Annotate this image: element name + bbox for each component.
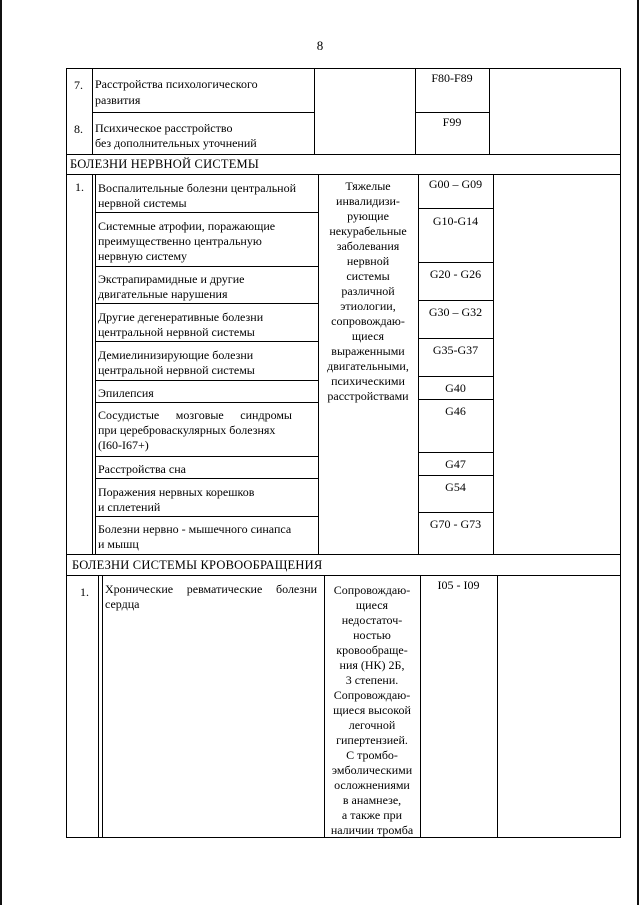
disease-name-line: Расстройства сна — [98, 462, 186, 476]
condition-line: щиеся — [351, 329, 385, 343]
condition-line: нервной — [346, 254, 390, 268]
icd-code: G54 — [445, 480, 466, 494]
condition-line: Тяжелые — [345, 179, 391, 193]
row-divider — [95, 456, 318, 457]
condition-line: расстройствами — [327, 389, 409, 403]
name-column-line — [95, 174, 96, 554]
row-divider — [92, 112, 314, 113]
code-column-line — [497, 575, 498, 837]
row-divider — [415, 112, 489, 113]
name-column-line — [314, 68, 315, 154]
row-divider — [95, 266, 318, 267]
row-divider — [95, 303, 318, 304]
row-number: 1. — [80, 585, 89, 599]
condition-line: наличии тромба — [330, 823, 414, 837]
condition-line: гипертензией. — [336, 733, 408, 747]
page-edge-left — [0, 0, 2, 905]
condition-line: щиеся высокой — [333, 703, 411, 717]
disease-name-line: Болезни нервно - мышечного синапса — [98, 522, 292, 536]
condition-column-line — [418, 174, 419, 554]
row-divider — [418, 300, 493, 301]
row-divider — [418, 376, 493, 377]
disease-name-line: Воспалительные болезни центральной — [98, 181, 297, 195]
row-divider — [418, 475, 493, 476]
page-edge-right — [637, 0, 639, 905]
icd-code: G10-G14 — [432, 214, 479, 228]
disease-name-line: Сосудистые мозговые синдромы — [98, 408, 292, 422]
row-number: 7. — [74, 78, 83, 92]
disease-name-line: без дополнительных уточнений — [95, 136, 257, 150]
disease-name-line: Расстройства психологического — [95, 77, 258, 91]
code-column-line — [489, 68, 490, 154]
row-divider — [418, 452, 493, 453]
row-divider — [418, 208, 493, 209]
disease-name-line: Психическое расстройство — [95, 121, 233, 135]
disease-name-line: нервную систему — [98, 249, 188, 263]
condition-line: рующие — [347, 209, 389, 223]
condition-line: психическими — [331, 374, 405, 388]
row-number: 8. — [74, 122, 83, 136]
row-divider — [418, 399, 493, 400]
condition-line: выраженными — [331, 344, 405, 358]
condition-line: Сопровождаю- — [333, 583, 411, 597]
row-divider — [95, 478, 318, 479]
disease-name-line: Эпилепсия — [98, 386, 154, 400]
disease-name-line: двигательные нарушения — [98, 287, 228, 301]
section-divider — [66, 154, 620, 155]
section-title: БОЛЕЗНИ СИСТЕМЫ КРОВООБРАЩЕНИЯ — [72, 558, 323, 572]
icd-code: G35-G37 — [432, 343, 479, 357]
condition-line: ностью — [353, 628, 391, 642]
icd-code: G00 – G09 — [428, 177, 483, 191]
num-column-line — [92, 174, 93, 554]
num-column-line — [92, 68, 93, 154]
section-title: БОЛЕЗНИ НЕРВНОЙ СИСТЕМЫ — [70, 157, 259, 171]
condition-line: щиеся — [355, 598, 389, 612]
condition-column-line — [420, 575, 421, 837]
num-column-line — [98, 575, 99, 837]
row-divider — [418, 338, 493, 339]
condition-line: заболевания — [336, 239, 400, 253]
condition-line: а также при — [341, 808, 403, 822]
disease-name-line: Хронические ревматические болезни — [105, 582, 317, 596]
icd-code: F99 — [442, 115, 462, 129]
condition-line: системы — [346, 269, 390, 283]
condition-line: двигательными, — [327, 359, 409, 373]
disease-name-line: развития — [95, 93, 141, 107]
condition-line: С тромбо- — [346, 748, 398, 762]
page-number: 8 — [316, 38, 324, 53]
icd-code: F80-F89 — [431, 71, 473, 85]
row-divider — [95, 341, 318, 342]
row-divider — [95, 380, 318, 381]
table-right-border — [620, 68, 621, 838]
condition-line: недостаточ- — [341, 613, 403, 627]
row-number: 1. — [75, 180, 84, 194]
disease-name-line: Экстрапирамидные и другие — [98, 272, 245, 286]
code-column-line — [493, 174, 494, 554]
row-divider — [418, 262, 493, 263]
condition-line: в анамнезе, — [342, 793, 402, 807]
disease-name-line: Демиелинизирующие болезни — [98, 348, 254, 362]
section-divider — [66, 174, 620, 175]
condition-line: инвалидизи- — [336, 194, 400, 208]
section-divider — [66, 554, 620, 555]
condition-line: эмболическими — [331, 763, 413, 777]
condition-line: этиологии, — [340, 299, 396, 313]
icd-code: I05 - I09 — [437, 578, 480, 592]
table-left-border — [66, 68, 67, 838]
disease-name-line: нервной системы — [98, 196, 187, 210]
icd-code: G30 – G32 — [428, 305, 483, 319]
disease-name-line: центральной нервной системы — [98, 325, 255, 339]
row-divider — [95, 516, 318, 517]
section-divider — [66, 575, 620, 576]
disease-name-line: Системные атрофии, поражающие — [98, 219, 276, 233]
disease-name-line: сердца — [105, 597, 140, 611]
condition-line: различной — [341, 284, 395, 298]
icd-code: G70 - G73 — [429, 517, 482, 531]
disease-name-line: Другие дегенеративные болезни — [98, 310, 264, 324]
table-top-border — [66, 68, 620, 69]
row-divider — [95, 402, 318, 403]
icd-code: G40 — [445, 381, 466, 395]
condition-line: ния (НК) 2Б, — [339, 658, 405, 672]
name-column-line — [102, 575, 103, 837]
disease-name-line: и мышц — [98, 537, 139, 551]
condition-line: сопровождаю- — [331, 314, 405, 328]
condition-line: 3 степени. — [345, 673, 399, 687]
condition-line: Сопровождаю- — [333, 688, 411, 702]
row-divider — [95, 212, 318, 213]
condition-line: кровообраще- — [336, 643, 408, 657]
condition-line: некурабельные — [329, 224, 407, 238]
icd-code: G20 - G26 — [429, 267, 482, 281]
disease-name-line: преимущественно центральную — [98, 234, 262, 248]
disease-name-line: Поражения нервных корешков — [98, 485, 255, 499]
condition-line: осложнениями — [334, 778, 410, 792]
disease-name-line: и сплетений — [98, 500, 161, 514]
disease-name-line: при цереброваскулярных болезнях — [98, 423, 276, 437]
icd-code: G46 — [445, 404, 466, 418]
disease-name-line: центральной нервной системы — [98, 363, 255, 377]
icd-code: G47 — [445, 457, 466, 471]
disease-name-line: (I60-I67+) — [98, 438, 149, 452]
row-divider — [418, 512, 493, 513]
condition-line: легочной — [348, 718, 396, 732]
